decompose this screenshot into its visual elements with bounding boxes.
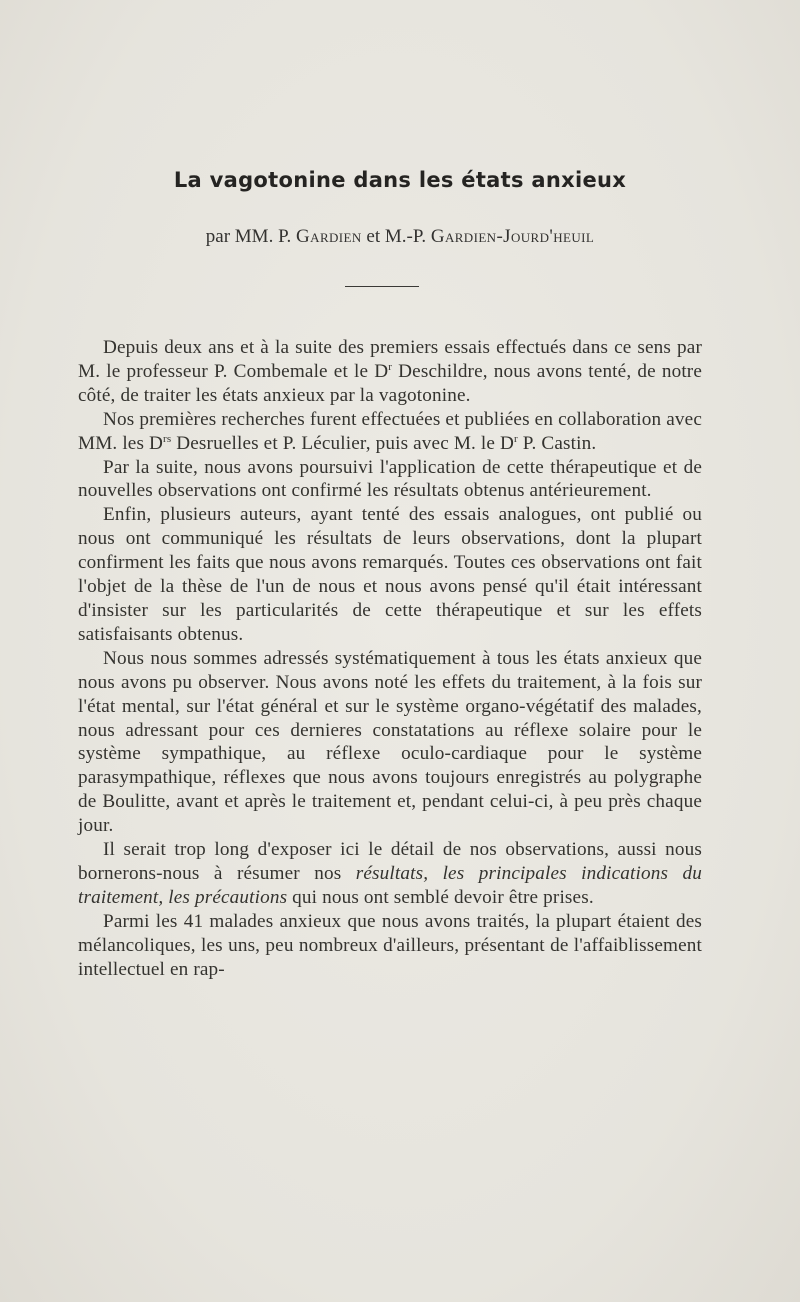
paragraph-6-text-b: qui nous ont semblé devoir être prises. [287, 886, 594, 908]
paragraph-4: Enfin, plusieurs auteurs, ayant tenté des essais analogues, ont publié ou nous ont communiqué les résultats de leurs observations, dont la plupart confirment les faits que nous avons remarqués. Toutes ces observations ont fait l'objet de la thèse de l'un de nous et nous avons pensé qu'il était intéressant d'insister sur les particularités de cette thérapeutique et sur les effets satisfaisants obtenus. [78, 504, 702, 645]
authors-prefix: par MM. P. [205, 226, 292, 247]
paragraph-1-text-b: Deschildre, nous avons tenté, de notre côté, de traiter les états anxieux par la vagotonine. [78, 360, 703, 406]
article-body [78, 336, 702, 981]
paragraph-2 [78, 408, 702, 456]
authors-conj: et M.-P. [366, 226, 427, 247]
paragraph-2-text-a: Nos premières recherches furent effectuées et publiées en collaboration avec MM. les D [78, 408, 702, 454]
paragraph-7: Parmi les 41 malades anxieux que nous avons traités, la plupart étaient des mélancoliques, les uns, peu nombreux d'ailleurs, présentant de l'affaiblissement intellectuel en rap- [78, 910, 702, 980]
paragraph-2-text-b: Desruelles et P. Léculier, puis avec M. le D [171, 432, 515, 454]
paragraph-2-text-c: P. Castin. [517, 432, 597, 454]
paragraph-6 [78, 838, 702, 910]
paragraph-3: Par la suite, nous avons poursuivi l'application de cette thérapeutique et de nouvelles observations ont confirmé les résultats obtenus antérieurement. [78, 456, 702, 502]
paragraph-1 [78, 336, 702, 408]
title-divider [345, 286, 419, 287]
paragraph-6-text-a: Il serait trop long d'exposer ici le détail de nos observations, aussi nous bornerons-nous à résumer nos [78, 839, 702, 884]
paragraph-1-sup: r [388, 360, 393, 373]
paragraph-2-sup-2: r [514, 432, 518, 445]
paragraph-5: Nous nous sommes adressés systématiquement à tous les états anxieux que nous avons pu observer. Nous avons noté les effets du traitement, à la fois sur l'état mental, sur l'état général et sur le système organo-végétatif des malades, nous adressant pour ces dernieres constatations au réflexe solaire pour le système sympathique, au réflexe oculo-cardiaque pour le système parasympathique, réflexes que nous avons toujours enregistrés au polygraphe de Boulitte, avant et après le traitement et, pendant celui-ci, à peu près chaque jour. [78, 647, 702, 837]
authors-line [0, 226, 800, 248]
paragraph-1-text-a: Depuis deux ans et à la suite des premiers essais effectués dans ce sens par M. le professeur P. Combemale et le D [78, 337, 702, 382]
article-title: La vagotonine dans les états anxieux [173, 168, 627, 192]
author-2: Gardien-Jourd'heuil [430, 226, 595, 247]
author-1: Gardien [296, 226, 362, 247]
paragraph-6-italic: résultats, les principales indications du traitement, les précautions [78, 862, 702, 908]
paragraph-2-sup-1: rs [163, 432, 172, 445]
